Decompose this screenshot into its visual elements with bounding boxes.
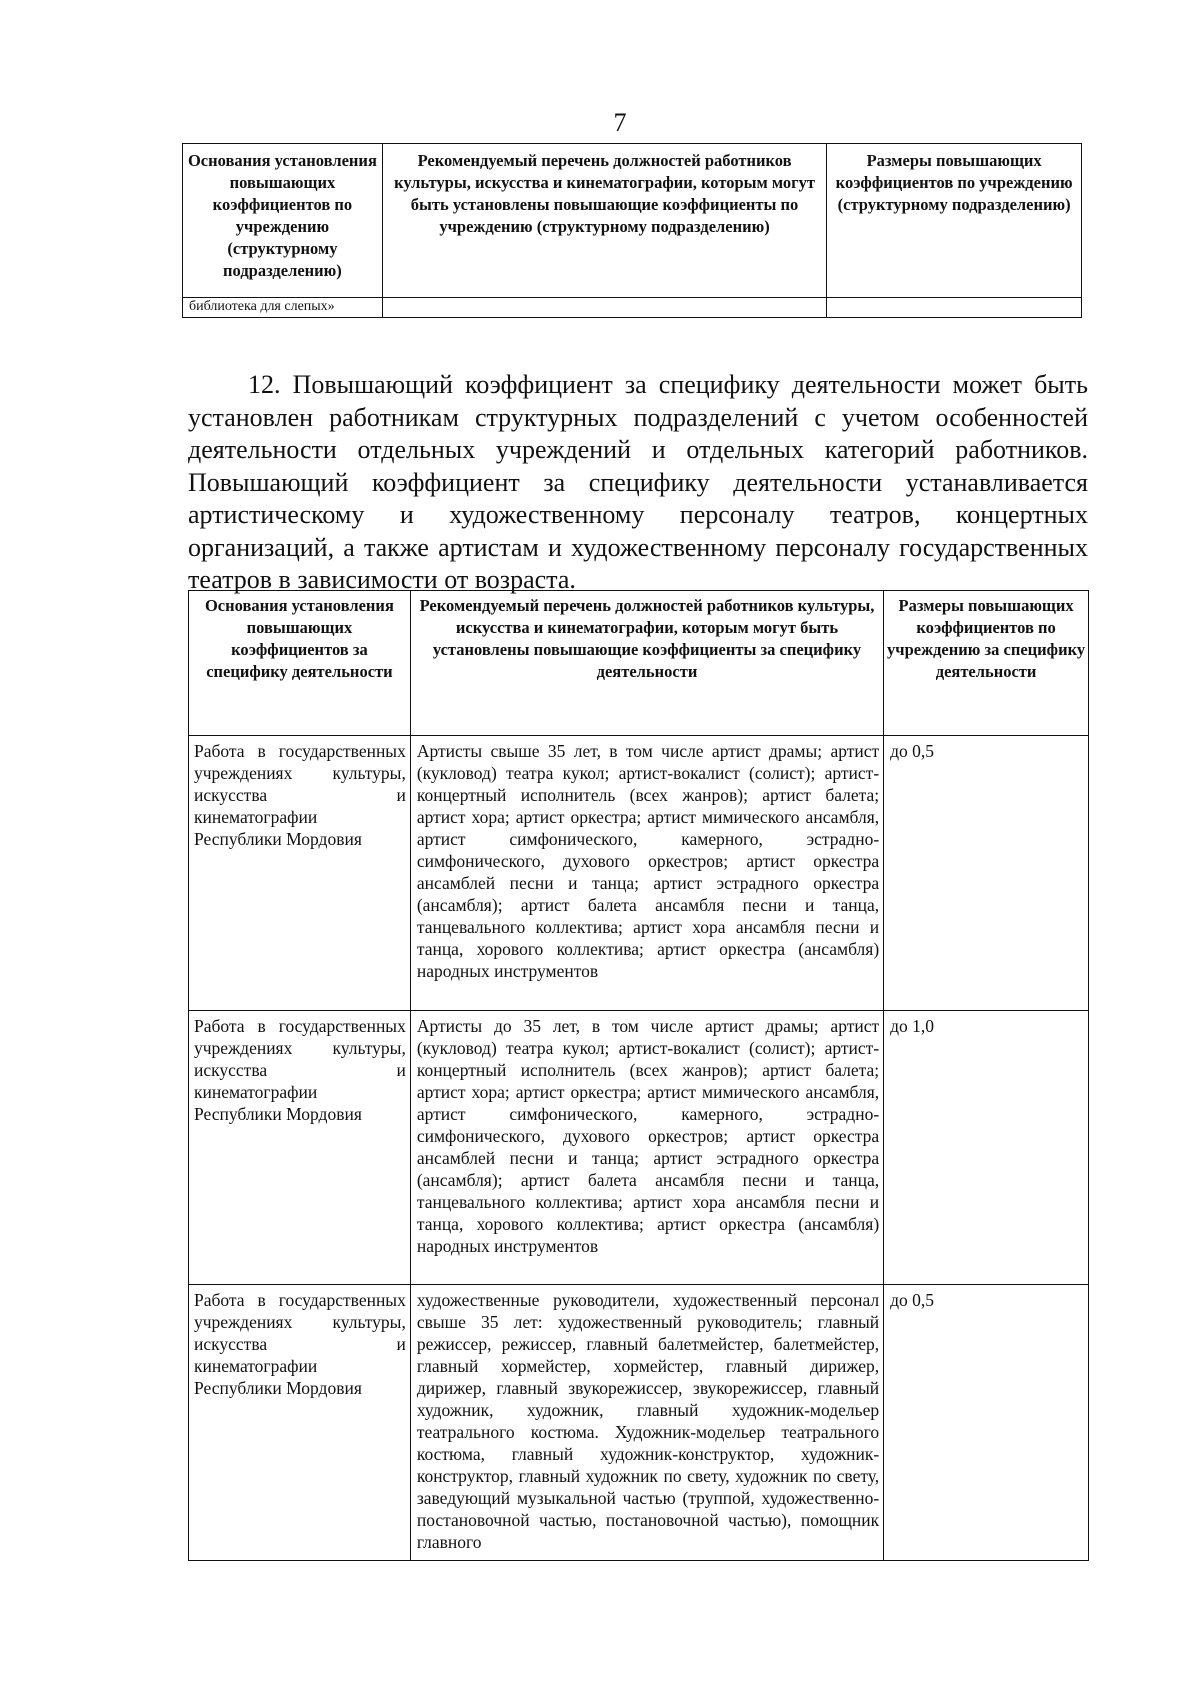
cell-positions [382,298,826,318]
cell-size: до 0,5 [884,1285,1089,1561]
column-header-basis: Основания установления повышающих коэффициентов по учреждению (структурному подразделению) [183,144,383,298]
cell-positions: Артисты свыше 35 лет, в том числе артист драмы; артист (кукловод) театра кукол; артист-вокалист (солист); артист-концертный исполнитель (всех жанров); артист балета; артист хора; артист оркестра; артист мимического ансамбля, артист симфонического, камерного, эстрадно-симфонического, духового оркестров; артист оркестра ансамблей песни и танца; артист эстрадного оркестра (ансамбля); артист балета ансамбля песни и танца, танцевального коллектива; артист хора ансамбля песни и танца, хорового коллектива; артист оркестра (ансамбля) народных инструментов [410,736,883,1011]
column-header-sizes: Размеры повышающих коэффициентов по учреждению за специфику деятельности [884,591,1089,736]
column-header-sizes: Размеры повышающих коэффициентов по учреждению (структурному подразделению) [827,144,1082,298]
cell-positions: Артисты до 35 лет, в том числе артист драмы; артист (кукловод) театра кукол; артист-вокалист (солист); артист-концертный исполнитель (всех жанров); артист балета; артист хора; артист оркестра; артист мимического ансамбля, артист симфонического, камерного, эстрадно-симфонического, духового оркестров; артист оркестра ансамблей песни и танца; артист эстрадного оркестра (ансамбля); артист балета ансамбля песни и танца, танцевального коллектива; артист хора ансамбля песни и танца, хорового коллектива; артист оркестра (ансамбля) народных инструментов [410,1011,883,1285]
table-coefficients-by-institution [182,143,1082,318]
cell-size: до 1,0 [884,1011,1089,1285]
table-row [189,1011,1089,1285]
cell-basis: Работа в государственных учреждениях культуры, искусства и кинематографии Республики Мордовия [189,736,411,1011]
table-row [183,298,1082,318]
page-number: 7 [613,108,627,137]
cell-basis: Работа в государственных учреждениях культуры, искусства и кинематографии Республики Мордовия [189,1011,411,1285]
paragraph-12: 12. Повышающий коэффициент за специфику деятельности может быть установлен работникам структурных подразделений с учетом особенностей деятельности отдельных учреждений и отдельных категорий работников. Повышающий коэффициент за специфику деятельности устанавливается артистическому и художественному персоналу театров, концертных организаций, а также артистам и художественному персоналу государственных театров в зависимости от возраста. [188,370,1088,594]
cell-size: до 0,5 [884,736,1089,1011]
cell-basis: Работа в государственных учреждениях культуры, искусства и кинематографии Республики Мордовия [189,1285,411,1561]
column-header-basis: Основания установления повышающих коэффициентов за специфику деятельности [189,591,411,736]
cell-size [827,298,1082,318]
table-row [189,1285,1089,1561]
table-header-row [189,591,1089,736]
column-header-positions: Рекомендуемый перечень должностей работников культуры, искусства и кинематографии, которым могут быть установлены повышающие коэффициенты по учреждению (структурному подразделению) [382,144,826,298]
table-row [189,736,1089,1011]
table-header-row [183,144,1082,298]
table-coefficients-specifics [188,590,1089,1561]
cell-positions: художественные руководители, художественный персонал свыше 35 лет: художественный руководитель; главный режиссер, режиссер, главный балетмейстер, балетмейстер, главный хормейстер, хормейстер, главный дирижер, дирижер, главный звукорежиссер, звукорежиссер, главный художник, художник, главный художник-модельер театрального костюма. Художник-модельер театрального костюма, главный художник-конструктор, художник-конструктор, главный художник по свету, художник по свету, заведующий музыкальной частью (труппой, художественно-постановочной частью, постановочной частью), помощник главного [410,1285,883,1561]
column-header-positions: Рекомендуемый перечень должностей работников культуры, искусства и кинематографии, которым могут быть установлены повышающие коэффициенты за специфику деятельности [410,591,883,736]
cell-basis: библиотека для слепых» [183,298,383,318]
